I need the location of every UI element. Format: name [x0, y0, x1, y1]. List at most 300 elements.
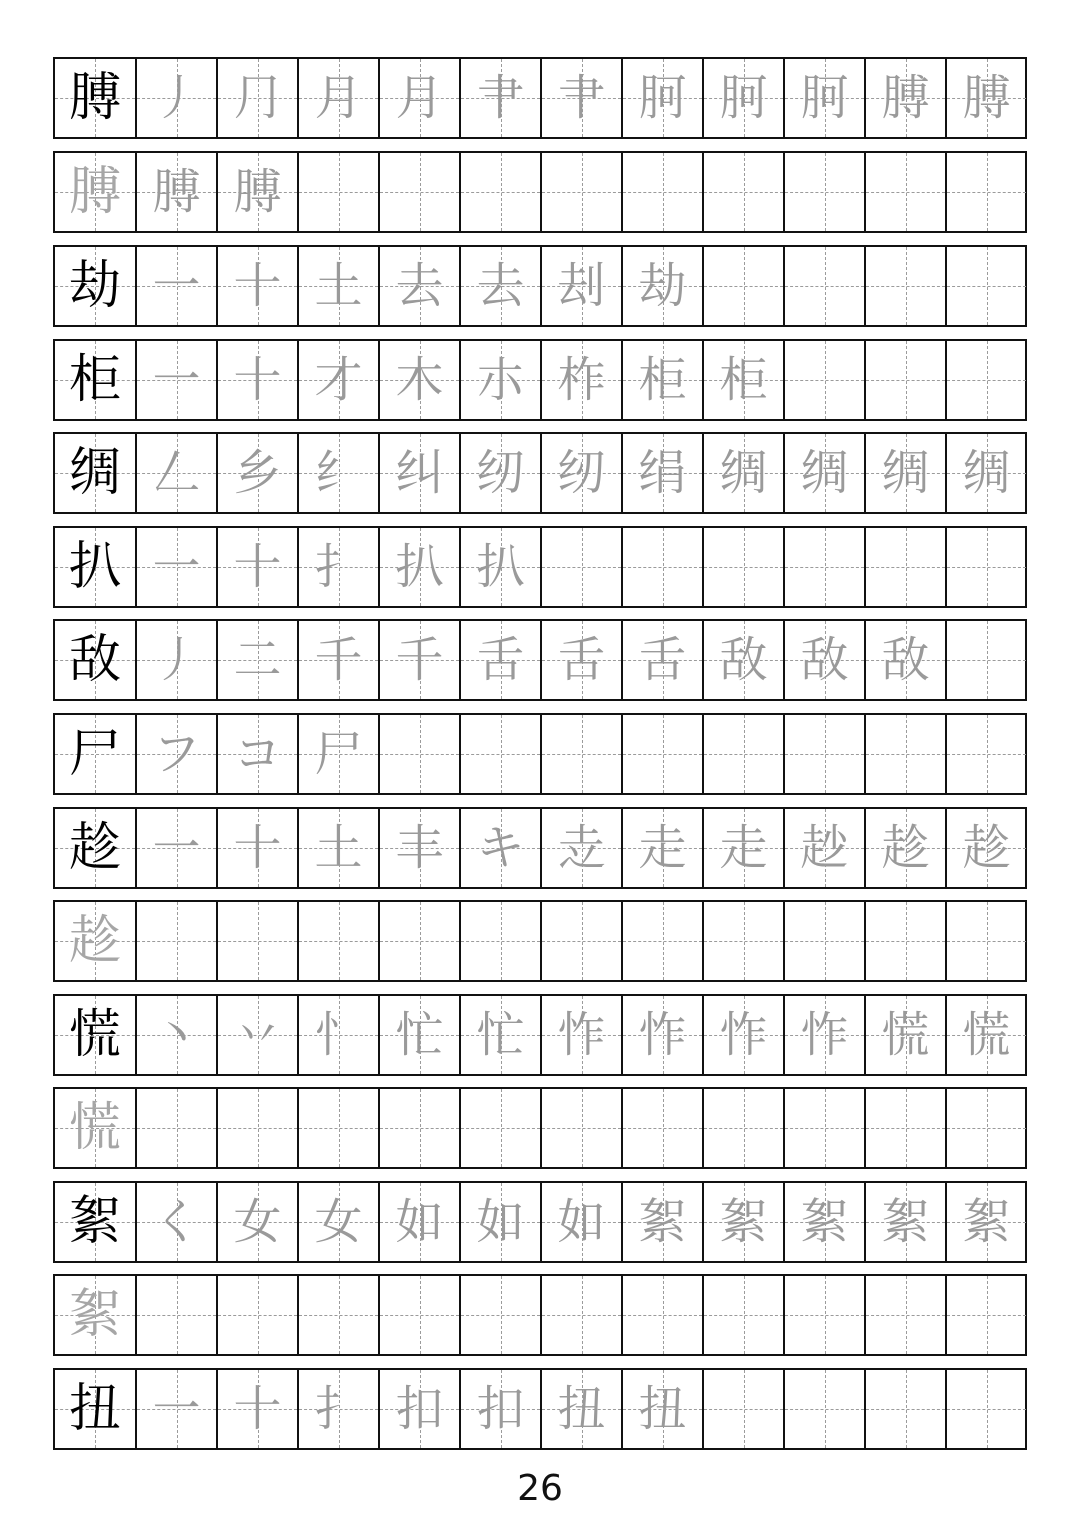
trace-character-cell — [55, 1089, 135, 1167]
stroke-order-cell — [621, 621, 702, 699]
stroke-order-cell — [621, 1370, 702, 1448]
stroke-order-cell — [540, 1370, 621, 1448]
stroke-glyph: 二 — [233, 632, 282, 688]
blank-practice-cell — [945, 528, 1026, 606]
blank-practice-cell — [621, 1276, 702, 1354]
stroke-glyph: 膊 — [881, 70, 930, 126]
blank-practice-cell — [945, 153, 1026, 231]
stroke-glyph: 纟 — [314, 445, 363, 501]
blank-practice-cell — [783, 1370, 864, 1448]
stroke-glyph: 土 — [314, 258, 363, 314]
stroke-glyph: 扭 — [638, 1381, 687, 1437]
blank-practice-cell — [621, 528, 702, 606]
blank-practice-cell — [783, 1089, 864, 1167]
stroke-glyph: 一 — [152, 820, 201, 876]
stroke-order-cell — [783, 434, 864, 512]
stroke-glyph: 趁 — [962, 820, 1011, 876]
stroke-glyph: 走 — [719, 820, 768, 876]
stroke-glyph: コ — [233, 726, 282, 782]
stroke-glyph: 才 — [314, 352, 363, 408]
character-glyph: 趁 — [68, 818, 121, 878]
stroke-glyph: 肀 — [557, 70, 606, 126]
stroke-glyph: 𠃋 — [152, 445, 201, 501]
stroke-glyph: 丰 — [395, 820, 444, 876]
stroke-order-cell — [216, 153, 297, 231]
stroke-order-cell — [459, 1370, 540, 1448]
model-character-cell — [55, 1370, 135, 1448]
model-character-cell — [55, 621, 135, 699]
character-glyph: 膊 — [68, 162, 121, 222]
stroke-order-cell — [540, 809, 621, 887]
stroke-glyph: 扌 — [314, 1381, 363, 1437]
stroke-order-cell — [783, 809, 864, 887]
blank-practice-cell — [540, 902, 621, 980]
stroke-glyph: 去 — [395, 258, 444, 314]
blank-practice-cell — [864, 1089, 945, 1167]
stroke-order-cell — [135, 247, 216, 325]
stroke-order-cell — [216, 809, 297, 887]
stroke-order-cell — [540, 434, 621, 512]
blank-practice-cell — [945, 1370, 1026, 1448]
stroke-glyph: 絮 — [962, 1194, 1011, 1250]
stroke-glyph: フ — [152, 726, 201, 782]
stroke-order-cell — [297, 1183, 378, 1261]
stroke-glyph: 十 — [233, 258, 282, 314]
stroke-glyph: 扭 — [557, 1381, 606, 1437]
stroke-order-cell — [621, 247, 702, 325]
character-glyph: 扭 — [68, 1379, 121, 1439]
stroke-order-cell — [621, 809, 702, 887]
blank-practice-cell — [702, 247, 783, 325]
blank-practice-cell — [945, 715, 1026, 793]
stroke-glyph: く — [152, 1194, 201, 1250]
stroke-order-cell — [540, 996, 621, 1074]
stroke-glyph: ⺆ — [233, 70, 282, 126]
stroke-glyph: 趁 — [881, 820, 930, 876]
blank-practice-cell — [378, 1089, 459, 1167]
stroke-glyph: 柜 — [719, 352, 768, 408]
stroke-glyph: 朩 — [476, 352, 525, 408]
blank-practice-cell — [783, 528, 864, 606]
stroke-order-cell — [216, 1183, 297, 1261]
stroke-glyph: 敌 — [800, 632, 849, 688]
stroke-order-cell — [864, 621, 945, 699]
stroke-glyph: 扒 — [395, 539, 444, 595]
stroke-glyph: 敌 — [881, 632, 930, 688]
stroke-glyph: 丿 — [152, 70, 201, 126]
model-character-cell — [55, 715, 135, 793]
stroke-glyph: 劫 — [638, 258, 687, 314]
stroke-order-cell — [945, 996, 1026, 1074]
stroke-glyph: 走 — [638, 820, 687, 876]
blank-practice-cell — [702, 528, 783, 606]
stroke-order-cell — [540, 341, 621, 419]
stroke-order-cell — [135, 809, 216, 887]
stroke-glyph: 十 — [233, 352, 282, 408]
stroke-order-cell — [621, 996, 702, 1074]
character-glyph: 絮 — [68, 1192, 121, 1252]
stroke-order-cell — [702, 341, 783, 419]
stroke-order-cell — [135, 528, 216, 606]
blank-practice-cell — [783, 715, 864, 793]
stroke-order-cell — [459, 528, 540, 606]
stroke-order-cell — [783, 996, 864, 1074]
blank-practice-cell — [864, 528, 945, 606]
practice-row — [53, 339, 1027, 421]
stroke-order-cell — [378, 434, 459, 512]
practice-row — [53, 994, 1027, 1076]
stroke-order-cell — [378, 528, 459, 606]
stroke-order-cell — [540, 621, 621, 699]
blank-practice-cell — [135, 1276, 216, 1354]
stroke-order-cell — [459, 434, 540, 512]
stroke-order-cell — [864, 996, 945, 1074]
stroke-order-cell — [621, 341, 702, 419]
stroke-order-cell — [216, 621, 297, 699]
practice-row — [53, 900, 1027, 982]
stroke-glyph: 月 — [314, 70, 363, 126]
stroke-order-cell — [216, 996, 297, 1074]
blank-practice-cell — [378, 902, 459, 980]
stroke-glyph: 十 — [233, 539, 282, 595]
stroke-order-cell — [540, 247, 621, 325]
stroke-glyph: 绸 — [800, 445, 849, 501]
stroke-glyph: 女 — [314, 1194, 363, 1250]
model-character-cell — [55, 528, 135, 606]
stroke-order-cell — [702, 434, 783, 512]
character-glyph: 扒 — [68, 537, 121, 597]
stroke-order-cell — [297, 809, 378, 887]
stroke-glyph: 月 — [395, 70, 444, 126]
stroke-order-cell — [702, 809, 783, 887]
stroke-order-cell — [135, 59, 216, 137]
blank-practice-cell — [216, 1276, 297, 1354]
trace-character-cell — [55, 902, 135, 980]
stroke-glyph: 丶 — [152, 1007, 201, 1063]
stroke-glyph: 忄 — [314, 1007, 363, 1063]
stroke-order-cell — [378, 59, 459, 137]
practice-row — [53, 713, 1027, 795]
stroke-glyph: 纫 — [476, 445, 525, 501]
blank-practice-cell — [864, 715, 945, 793]
stroke-glyph: 扣 — [476, 1381, 525, 1437]
practice-row — [53, 1274, 1027, 1356]
stroke-glyph: 去 — [476, 258, 525, 314]
stroke-glyph: 千 — [395, 632, 444, 688]
stroke-glyph: 乡 — [233, 445, 282, 501]
stroke-order-cell — [297, 341, 378, 419]
stroke-glyph: 扌 — [314, 539, 363, 595]
stroke-order-cell — [864, 59, 945, 137]
blank-practice-cell — [783, 341, 864, 419]
stroke-order-cell — [945, 434, 1026, 512]
blank-practice-cell — [702, 1089, 783, 1167]
stroke-glyph: 绸 — [719, 445, 768, 501]
stroke-order-cell — [297, 715, 378, 793]
practice-row — [53, 432, 1027, 514]
stroke-order-cell — [459, 996, 540, 1074]
stroke-glyph: 土 — [314, 820, 363, 876]
blank-practice-cell — [459, 153, 540, 231]
stroke-glyph: 慌 — [881, 1007, 930, 1063]
stroke-glyph: 柞 — [557, 352, 606, 408]
blank-practice-cell — [864, 153, 945, 231]
stroke-glyph: 忙 — [395, 1007, 444, 1063]
stroke-order-cell — [783, 59, 864, 137]
stroke-glyph: 女 — [233, 1194, 282, 1250]
stroke-glyph: 膊 — [152, 164, 201, 220]
stroke-glyph: 怍 — [557, 1007, 606, 1063]
stroke-order-cell — [378, 247, 459, 325]
blank-practice-cell — [621, 902, 702, 980]
stroke-glyph: 绸 — [881, 445, 930, 501]
character-glyph: 膊 — [68, 68, 121, 128]
model-character-cell — [55, 1183, 135, 1261]
blank-practice-cell — [864, 902, 945, 980]
stroke-glyph: 怍 — [638, 1007, 687, 1063]
practice-row — [53, 526, 1027, 608]
blank-practice-cell — [540, 715, 621, 793]
blank-practice-cell — [297, 902, 378, 980]
stroke-glyph: 丿 — [152, 632, 201, 688]
stroke-glyph: 扒 — [476, 539, 525, 595]
stroke-glyph: 如 — [476, 1194, 525, 1250]
blank-practice-cell — [459, 715, 540, 793]
stroke-glyph: 一 — [152, 258, 201, 314]
stroke-order-cell — [378, 809, 459, 887]
blank-practice-cell — [216, 1089, 297, 1167]
stroke-glyph: 膊 — [962, 70, 1011, 126]
stroke-order-cell — [297, 59, 378, 137]
stroke-glyph: 敌 — [719, 632, 768, 688]
blank-practice-cell — [135, 1089, 216, 1167]
stroke-glyph: 舌 — [638, 632, 687, 688]
stroke-order-cell — [216, 1370, 297, 1448]
stroke-glyph: 舌 — [476, 632, 525, 688]
blank-practice-cell — [297, 153, 378, 231]
practice-row — [53, 1181, 1027, 1263]
practice-row — [53, 619, 1027, 701]
blank-practice-cell — [945, 1276, 1026, 1354]
stroke-glyph: 絮 — [881, 1194, 930, 1250]
character-glyph: 慌 — [68, 1098, 121, 1158]
blank-practice-cell — [864, 247, 945, 325]
stroke-order-cell — [297, 247, 378, 325]
stroke-glyph: 扣 — [395, 1381, 444, 1437]
stroke-order-cell — [216, 59, 297, 137]
stroke-order-cell — [864, 809, 945, 887]
stroke-order-cell — [459, 59, 540, 137]
character-glyph: 劫 — [68, 256, 121, 316]
stroke-order-cell — [459, 247, 540, 325]
blank-practice-cell — [864, 341, 945, 419]
blank-practice-cell — [378, 1276, 459, 1354]
practice-row — [53, 245, 1027, 327]
stroke-order-cell — [378, 1183, 459, 1261]
stroke-order-cell — [135, 715, 216, 793]
stroke-order-cell — [378, 341, 459, 419]
stroke-order-cell — [216, 341, 297, 419]
blank-practice-cell — [621, 153, 702, 231]
stroke-order-cell — [864, 434, 945, 512]
blank-practice-cell — [783, 247, 864, 325]
stroke-glyph: 柜 — [638, 352, 687, 408]
stroke-order-cell — [702, 1183, 783, 1261]
blank-practice-cell — [621, 1089, 702, 1167]
stroke-order-cell — [783, 1183, 864, 1261]
stroke-glyph: 一 — [152, 539, 201, 595]
trace-character-cell — [55, 153, 135, 231]
stroke-order-cell — [621, 1183, 702, 1261]
blank-practice-cell — [135, 902, 216, 980]
stroke-glyph: 絮 — [800, 1194, 849, 1250]
stroke-glyph: 十 — [233, 1381, 282, 1437]
trace-character-cell — [55, 1276, 135, 1354]
stroke-order-cell — [297, 528, 378, 606]
stroke-glyph: 千 — [314, 632, 363, 688]
practice-row — [53, 1368, 1027, 1450]
stroke-glyph: 絮 — [638, 1194, 687, 1250]
stroke-glyph: 丷 — [233, 1007, 282, 1063]
blank-practice-cell — [540, 153, 621, 231]
stroke-glyph: 十 — [233, 820, 282, 876]
blank-practice-cell — [378, 715, 459, 793]
character-glyph: 趁 — [68, 911, 121, 971]
blank-practice-cell — [378, 153, 459, 231]
blank-practice-cell — [540, 1089, 621, 1167]
stroke-order-cell — [378, 621, 459, 699]
practice-row — [53, 1087, 1027, 1169]
stroke-order-cell — [540, 59, 621, 137]
blank-practice-cell — [783, 153, 864, 231]
character-glyph: 絮 — [68, 1285, 121, 1345]
stroke-order-cell — [621, 59, 702, 137]
blank-practice-cell — [216, 902, 297, 980]
stroke-order-cell — [216, 247, 297, 325]
model-character-cell — [55, 434, 135, 512]
stroke-order-cell — [135, 434, 216, 512]
stroke-order-cell — [297, 434, 378, 512]
blank-practice-cell — [297, 1276, 378, 1354]
model-character-cell — [55, 996, 135, 1074]
stroke-glyph: 纫 — [557, 445, 606, 501]
stroke-glyph: 忙 — [476, 1007, 525, 1063]
blank-practice-cell — [783, 1276, 864, 1354]
stroke-order-cell — [702, 59, 783, 137]
stroke-order-cell — [297, 1370, 378, 1448]
stroke-glyph: 纠 — [395, 445, 444, 501]
stroke-glyph: 怍 — [719, 1007, 768, 1063]
stroke-glyph: 膊 — [233, 164, 282, 220]
stroke-glyph: 绸 — [962, 445, 1011, 501]
stroke-order-cell — [945, 809, 1026, 887]
stroke-glyph: 赻 — [800, 820, 849, 876]
blank-practice-cell — [945, 341, 1026, 419]
stroke-order-cell — [135, 1183, 216, 1261]
blank-practice-cell — [945, 902, 1026, 980]
stroke-order-cell — [945, 1183, 1026, 1261]
stroke-order-cell — [459, 809, 540, 887]
stroke-glyph: 舌 — [557, 632, 606, 688]
blank-practice-cell — [297, 1089, 378, 1167]
stroke-order-cell — [297, 621, 378, 699]
stroke-glyph: 一 — [152, 352, 201, 408]
stroke-order-cell — [135, 621, 216, 699]
stroke-glyph: 胢 — [638, 70, 687, 126]
character-glyph: 柜 — [68, 350, 121, 410]
blank-practice-cell — [864, 1370, 945, 1448]
stroke-glyph: 一 — [152, 1381, 201, 1437]
blank-practice-cell — [702, 1276, 783, 1354]
stroke-order-cell — [621, 434, 702, 512]
character-glyph: 敌 — [68, 630, 121, 690]
stroke-order-cell — [864, 1183, 945, 1261]
blank-practice-cell — [459, 1276, 540, 1354]
blank-practice-cell — [702, 1370, 783, 1448]
stroke-glyph: 絮 — [719, 1194, 768, 1250]
stroke-order-cell — [783, 621, 864, 699]
stroke-order-cell — [216, 434, 297, 512]
character-glyph: 尸 — [68, 724, 121, 784]
blank-practice-cell — [459, 1089, 540, 1167]
character-glyph: 绸 — [68, 443, 121, 503]
stroke-order-cell — [945, 59, 1026, 137]
practice-row — [53, 151, 1027, 233]
stroke-order-cell — [135, 153, 216, 231]
model-character-cell — [55, 809, 135, 887]
stroke-glyph: 胢 — [719, 70, 768, 126]
stroke-glyph: 如 — [395, 1194, 444, 1250]
blank-practice-cell — [702, 153, 783, 231]
stroke-order-cell — [459, 621, 540, 699]
blank-practice-cell — [540, 528, 621, 606]
blank-practice-cell — [459, 902, 540, 980]
stroke-glyph: 肀 — [476, 70, 525, 126]
stroke-glyph: 绢 — [638, 445, 687, 501]
blank-practice-cell — [621, 715, 702, 793]
stroke-glyph: 如 — [557, 1194, 606, 1250]
stroke-order-cell — [135, 341, 216, 419]
blank-practice-cell — [945, 1089, 1026, 1167]
stroke-glyph: 赱 — [557, 820, 606, 876]
stroke-order-cell — [216, 715, 297, 793]
stroke-glyph: 尸 — [314, 726, 363, 782]
character-glyph: 慌 — [68, 1005, 121, 1065]
stroke-order-cell — [216, 528, 297, 606]
page-number: 26 — [517, 1468, 563, 1509]
stroke-glyph: 胢 — [800, 70, 849, 126]
model-character-cell — [55, 247, 135, 325]
stroke-order-cell — [459, 1183, 540, 1261]
stroke-order-cell — [135, 996, 216, 1074]
practice-row — [53, 57, 1027, 139]
stroke-glyph: 怍 — [800, 1007, 849, 1063]
stroke-order-cell — [378, 996, 459, 1074]
stroke-glyph: 慌 — [962, 1007, 1011, 1063]
blank-practice-cell — [945, 621, 1026, 699]
blank-practice-cell — [783, 902, 864, 980]
stroke-order-cell — [702, 621, 783, 699]
stroke-order-cell — [540, 1183, 621, 1261]
practice-row — [53, 807, 1027, 889]
blank-practice-cell — [864, 1276, 945, 1354]
stroke-order-cell — [378, 1370, 459, 1448]
blank-practice-cell — [945, 247, 1026, 325]
blank-practice-cell — [702, 902, 783, 980]
stroke-order-cell — [135, 1370, 216, 1448]
stroke-glyph: 刦 — [557, 258, 606, 314]
model-character-cell — [55, 341, 135, 419]
